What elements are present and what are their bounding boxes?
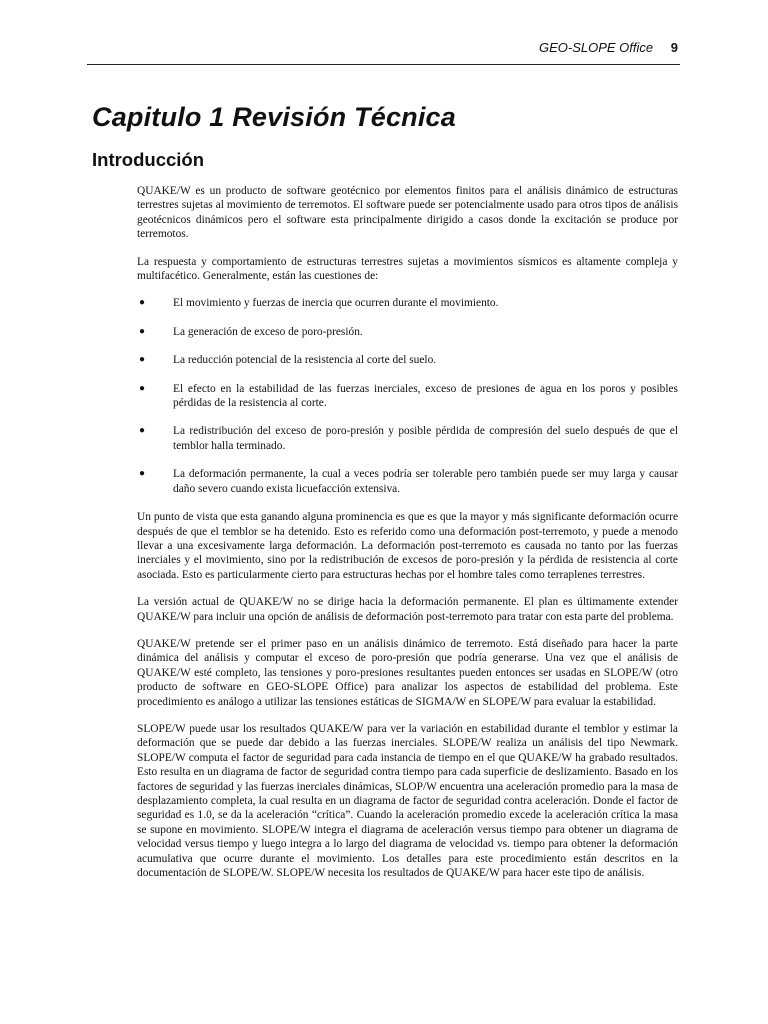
bullet-list: [137, 296, 678, 496]
paragraph: SLOPE/W puede usar los resultados QUAKE/W para ver la variación en estabilidad durante el temblor y estimar la deformación que se puede dar debido a las fuerzas inerciales. SLOPE/W realiza un análisis del tipo Newmark. SLOPE/W computa el factor de seguridad para cada instancia de tiempo en el que QUAKE/W ha grabado resultados. Esto resulta en un diagrama de factor de seguridad contra tiempo para cada superficie de deslizamiento. Basado en los factores de seguridad y las fuerzas inerciales dinámicas, SLOP/W encuentra una aceleración promedio para la masa de desplazamiento completa, la cual resulta en un diagrama de factor de seguridad contra aceleración. Donde el factor de seguridad es 1.0, se da la aceleración “crítica”. Cuando la aceleración promedio excede la aceleración crítica la masa se supone en movimiento. SLOPE/W integra el diagrama de aceleración versus tiempo para obtener un diagrama de velocidad versus tiempo y luego integra a lo largo del diagrama de velocidad vs. tiempo para obtener la deformación acumulativa que ocurre durante el movimiento. Los detalles para este procedimiento están descritos en la documentación de SLOPE/W. SLOPE/W necesita los resultados de QUAKE/W para hacer este tipo de análisis.: [137, 722, 678, 880]
paragraph: QUAKE/W pretende ser el primer paso en un análisis dinámico de terremoto. Está diseñado para hacer la parte dinámica del análisis y computar el exceso de poro-presión que podría generarse. Una vez que el análisis de QUAKE/W esté completo, las tensiones y poro-presiones resultantes pueden entonces ser usadas en SLOPE/W (otro producto de software en GEO-SLOPE Office) para analizar los aspectos de estabilidad del problema. Este procedimiento es análogo a utilizar las tensiones estáticas de SIGMA/W en SLOPE/W para evaluar la estabilidad.: [137, 637, 678, 708]
list-item: [137, 382, 678, 411]
header-title: GEO-SLOPE Office: [538, 40, 654, 55]
list-item-text: La deformación permanente, la cual a veces podría ser tolerable pero también puede ser muy larga y causar daño severo cuando exista licuefacción extensiva.: [173, 468, 678, 495]
list-item: [137, 467, 678, 496]
paragraph: Un punto de vista que esta ganando alguna prominencia es que es que la mayor y más significante deformación ocurre después de que el temblor se ha detenido. Esto es referido como una deformación post-terremoto, y puede a menodo llevar a una excesivamente larga deformación. La deformación post-terremoto es causada no tanto por las fuerzas inerciales y el movimiento, sino por la redistribución de excesos de poro-presión y la pérdida de resistencia al corte asociada. Esto es particularmente cierto para estructuras hechas por el hombre tales como terraplenes terrestres.: [137, 511, 678, 581]
page-number: 9: [670, 40, 678, 55]
bullet-icon: ●: [139, 382, 146, 394]
bullet-icon: ●: [139, 468, 146, 480]
list-item-text: La redistribución del exceso de poro-presión y posible pérdida de compresión del suelo después de que el temblor halla terminado.: [173, 425, 678, 452]
list-item: [137, 424, 678, 453]
list-item-text: El movimiento y fuerzas de inercia que ocurren durante el movimiento.: [173, 297, 499, 310]
running-header: [87, 40, 680, 65]
list-item-text: El efecto en la estabilidad de las fuerzas inerciales, exceso de presiones de agua en los poros y posibles pérdidas de la resistencia al corte.: [173, 382, 678, 410]
body-text: [137, 184, 678, 893]
list-item-text: La reducción potencial de la resistencia al corte del suelo.: [173, 354, 437, 367]
list-item: [137, 325, 678, 339]
paragraph: La respuesta y comportamiento de estructuras terrestres sujetas a movimientos sísmicos es altamente compleja y multifacético. Generalmente, están las cuestiones de:: [137, 255, 678, 283]
paragraph: La versión actual de QUAKE/W no se dirige hacia la deformación permanente. El plan es últimamente extender QUAKE/W para incluir una opción de análisis de deformación post-terremoto para tratar con esta parte del problema.: [137, 596, 678, 623]
bullet-icon: ●: [139, 425, 146, 437]
bullet-icon: ●: [139, 297, 146, 309]
bullet-icon: ●: [139, 354, 146, 366]
chapter-title: Capitulo 1 Revisión Técnica: [92, 102, 456, 132]
list-item-text: La generación de exceso de poro-presión.: [173, 325, 363, 338]
paragraph: QUAKE/W es un producto de software geotécnico por elementos finitos para el análisis dinámico de estructuras terrestres sujetas al movimiento de terremotos. El software puede ser potencialmente usado para otros tipos de análisis geotécnicos dinámicos pero el software esta principalmente dirigido a casos donde la excitación se produce por terremotos.: [137, 185, 678, 241]
list-item: [137, 353, 678, 367]
list-item: [137, 296, 678, 310]
bullet-icon: ●: [139, 325, 146, 337]
section-title: Introducción: [92, 149, 205, 170]
